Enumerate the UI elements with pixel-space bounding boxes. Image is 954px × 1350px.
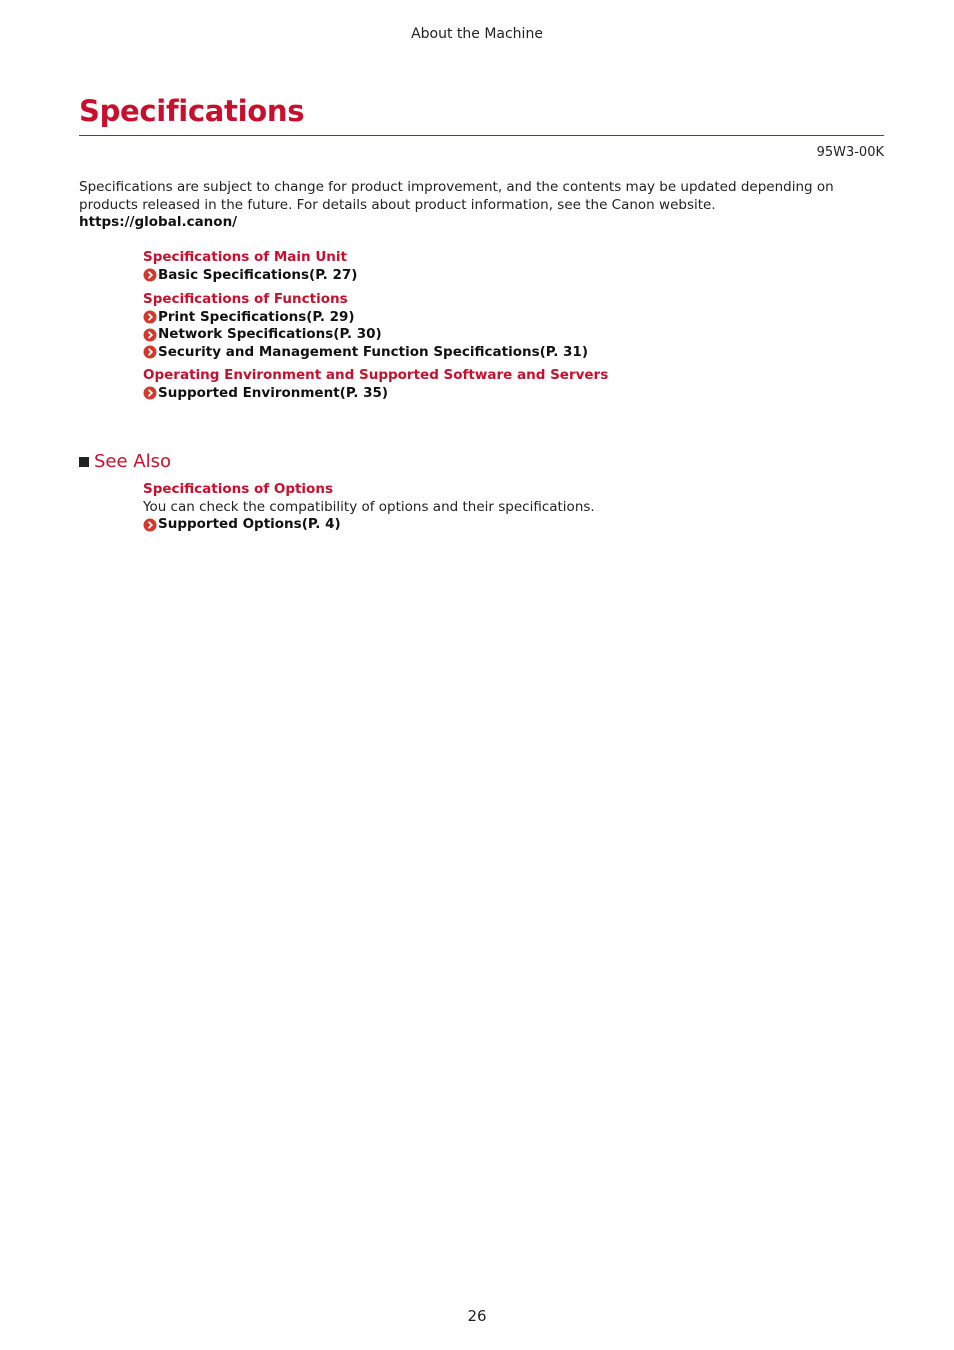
section-heading[interactable]: Specifications of Main Unit <box>143 249 347 265</box>
document-code: 95W3-00K <box>816 145 884 160</box>
circle-arrow-icon <box>143 328 157 342</box>
link-supported-environment[interactable] <box>143 385 608 403</box>
link-label: Supported Options(P. 4) <box>158 516 341 532</box>
section-see-also <box>143 481 595 534</box>
intro-paragraph <box>79 179 869 232</box>
circle-arrow-icon <box>143 345 157 359</box>
link-label: Network Specifications(P. 30) <box>158 326 382 342</box>
running-head: About the Machine <box>411 26 543 42</box>
circle-arrow-icon <box>143 386 157 400</box>
intro-text: Specifications are subject to change for product improvement, and the contents may be updated depending on products released in the future. For details about product information, see the Canon website. <box>79 179 834 213</box>
circle-arrow-icon <box>143 518 157 532</box>
link-label: Print Specifications(P. 29) <box>158 308 355 325</box>
page-number: 26 <box>467 1307 487 1325</box>
title-rule <box>79 135 884 136</box>
link-security-specifications[interactable] <box>143 344 588 362</box>
section-heading[interactable]: Operating Environment and Supported Software and Servers <box>143 367 609 383</box>
section-operating-environment <box>143 367 608 402</box>
link-label: Supported Environment(P. 35) <box>158 384 389 401</box>
see-also-label: See Also <box>94 451 172 472</box>
page-title: Specifications <box>79 94 305 128</box>
section-main-unit <box>143 249 357 284</box>
canon-website-link[interactable]: https://global.canon/ <box>79 214 238 230</box>
circle-arrow-icon <box>143 268 157 282</box>
see-also-description: You can check the compatibility of options and their specifications. <box>143 498 595 515</box>
square-icon <box>79 457 89 467</box>
see-also-heading <box>79 451 171 472</box>
section-heading[interactable]: Specifications of Functions <box>143 291 348 307</box>
section-functions <box>143 291 588 361</box>
link-label: Basic Specifications(P. 27) <box>158 266 358 283</box>
section-heading[interactable]: Specifications of Options <box>143 481 333 497</box>
link-basic-specifications[interactable] <box>143 267 357 285</box>
circle-arrow-icon <box>143 310 157 324</box>
link-supported-options[interactable] <box>143 516 595 534</box>
link-network-specifications[interactable] <box>143 326 588 344</box>
link-label: Security and Management Function Specifications(P. 31) <box>158 343 588 360</box>
link-print-specifications[interactable] <box>143 309 588 327</box>
